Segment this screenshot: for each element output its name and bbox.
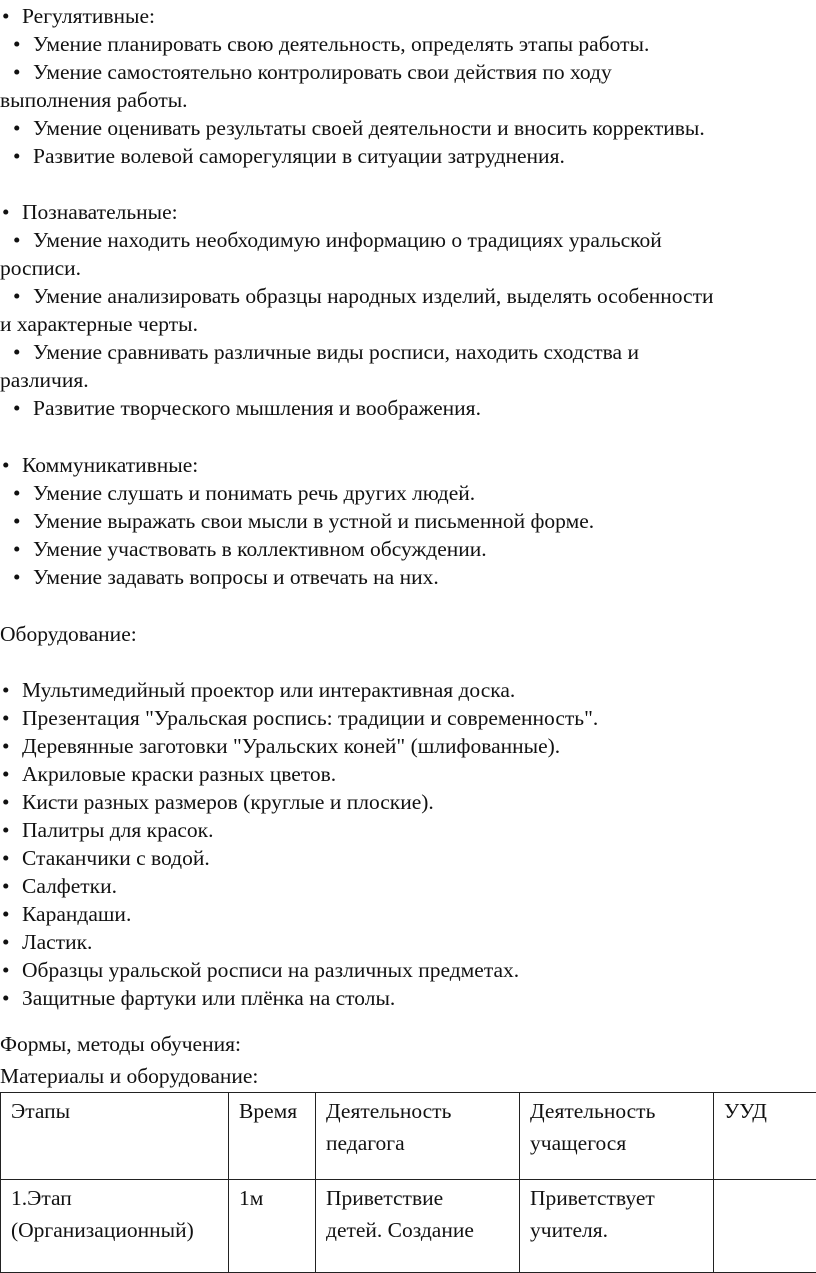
bullet: •	[2, 704, 10, 732]
equipment-item-text: Акриловые краски разных цветов.	[22, 760, 336, 788]
bullet: •	[2, 451, 10, 479]
regulatory-item-text: Развитие волевой саморегуляции в ситуации затруднения.	[33, 142, 565, 170]
bullet: •	[13, 535, 21, 563]
regulatory-item-text: Умение оценивать результаты своей деятельности и вносить коррективы.	[33, 114, 705, 142]
materials-heading-text: Материалы и оборудование:	[0, 1062, 258, 1090]
cell-teacher-activity	[316, 1180, 520, 1273]
header-cell-stages	[1, 1093, 229, 1180]
bullet: •	[2, 788, 10, 816]
bullet: •	[13, 142, 21, 170]
table-row	[1, 1180, 816, 1273]
bullet: •	[2, 198, 10, 226]
cell-text: 1м	[239, 1182, 307, 1214]
regulatory-item-text: Умение самостоятельно контролировать свои действия по ходу	[33, 58, 612, 86]
regulatory-item-text: выполнения работы.	[0, 86, 188, 114]
equipment-item-text: Деревянные заготовки "Уральских коней" (шлифованные).	[22, 732, 560, 760]
communicative-item-text: Умение слушать и понимать речь других людей.	[33, 479, 475, 507]
equipment-heading-text: Оборудование:	[0, 620, 137, 648]
cell-text: Приветствует	[530, 1182, 705, 1214]
bullet: •	[2, 816, 10, 844]
cell-stage	[1, 1180, 229, 1273]
equipment-item-text: Образцы уральской росписи на различных предметах.	[22, 956, 519, 984]
header-cell-teacher-activity	[316, 1093, 520, 1180]
cell-text: учителя.	[530, 1214, 705, 1246]
cell-text: 1.Этап	[11, 1182, 220, 1214]
forms-heading-text: Формы, методы обучения:	[0, 1030, 241, 1058]
bullet: •	[13, 30, 21, 58]
cognitive-item-text: Умение находить необходимую информацию о традициях уральской	[33, 226, 662, 254]
equipment-item-text: Мультимедийный проектор или интерактивная доска.	[22, 676, 515, 704]
communicative-item-text: Умение участвовать в коллективном обсуждении.	[33, 535, 487, 563]
bullet: •	[2, 676, 10, 704]
bullet: •	[2, 984, 10, 1012]
bullet: •	[2, 760, 10, 788]
bullet: •	[13, 563, 21, 591]
bullet: •	[2, 900, 10, 928]
equipment-item-text: Ластик.	[22, 928, 92, 956]
bullet: •	[13, 282, 21, 310]
cognitive-item-text: различия.	[0, 366, 89, 394]
bullet: •	[13, 58, 21, 86]
communicative-item-text: Умение выражать свои мысли в устной и письменной форме.	[33, 507, 594, 535]
header-text: учащегося	[530, 1127, 705, 1159]
cell-student-activity	[520, 1180, 714, 1273]
header-text: Время	[239, 1095, 307, 1127]
bullet: •	[13, 507, 21, 535]
cell-text: (Организационный)	[11, 1214, 220, 1246]
bullet: •	[2, 872, 10, 900]
bullet: •	[2, 956, 10, 984]
regulatory-heading: Регулятивные:	[22, 2, 155, 30]
bullet: •	[2, 844, 10, 872]
bullet: •	[13, 479, 21, 507]
cognitive-item-text: Умение анализировать образцы народных изделий, выделять особенности	[33, 282, 713, 310]
header-text: педагога	[326, 1127, 511, 1159]
cell-text: детей. Создание	[326, 1214, 511, 1246]
bullet: •	[2, 2, 10, 30]
header-cell-time	[229, 1093, 316, 1180]
communicative-item-text: Умение задавать вопросы и отвечать на них.	[33, 563, 439, 591]
bullet: •	[13, 338, 21, 366]
cognitive-heading: Познавательные:	[22, 198, 178, 226]
cell-uud	[714, 1180, 816, 1273]
header-text: Деятельность	[530, 1095, 705, 1127]
bullet: •	[2, 928, 10, 956]
communicative-heading: Коммуникативные:	[22, 451, 198, 479]
cell-text: Приветствие	[326, 1182, 511, 1214]
cell-time	[229, 1180, 316, 1273]
equipment-item-text: Стаканчики с водой.	[22, 844, 210, 872]
lesson-stages-table	[0, 1092, 816, 1273]
header-text: УУД	[724, 1095, 808, 1127]
equipment-item-text: Кисти разных размеров (круглые и плоские).	[22, 788, 434, 816]
header-cell-student-activity	[520, 1093, 714, 1180]
equipment-item-text: Защитные фартуки или плёнка на столы.	[22, 984, 395, 1012]
header-text: Деятельность	[326, 1095, 511, 1127]
regulatory-item-text: Умение планировать свою деятельность, определять этапы работы.	[33, 30, 649, 58]
equipment-item-text: Палитры для красок.	[22, 816, 214, 844]
cognitive-item-text: и характерные черты.	[0, 310, 198, 338]
equipment-item-text: Презентация "Уральская роспись: традиции и современность".	[22, 704, 598, 732]
bullet: •	[13, 226, 21, 254]
cognitive-item-text: Развитие творческого мышления и воображения.	[33, 394, 481, 422]
cognitive-item-text: Умение сравнивать различные виды росписи, находить сходства и	[33, 338, 639, 366]
header-text: Этапы	[11, 1095, 220, 1127]
bullet: •	[2, 732, 10, 760]
bullet: •	[13, 394, 21, 422]
header-cell-uud	[714, 1093, 816, 1180]
equipment-item-text: Карандаши.	[22, 900, 131, 928]
cognitive-item-text: росписи.	[0, 254, 81, 282]
equipment-item-text: Салфетки.	[22, 872, 117, 900]
bullet: •	[13, 114, 21, 142]
table-header-row	[1, 1093, 816, 1180]
